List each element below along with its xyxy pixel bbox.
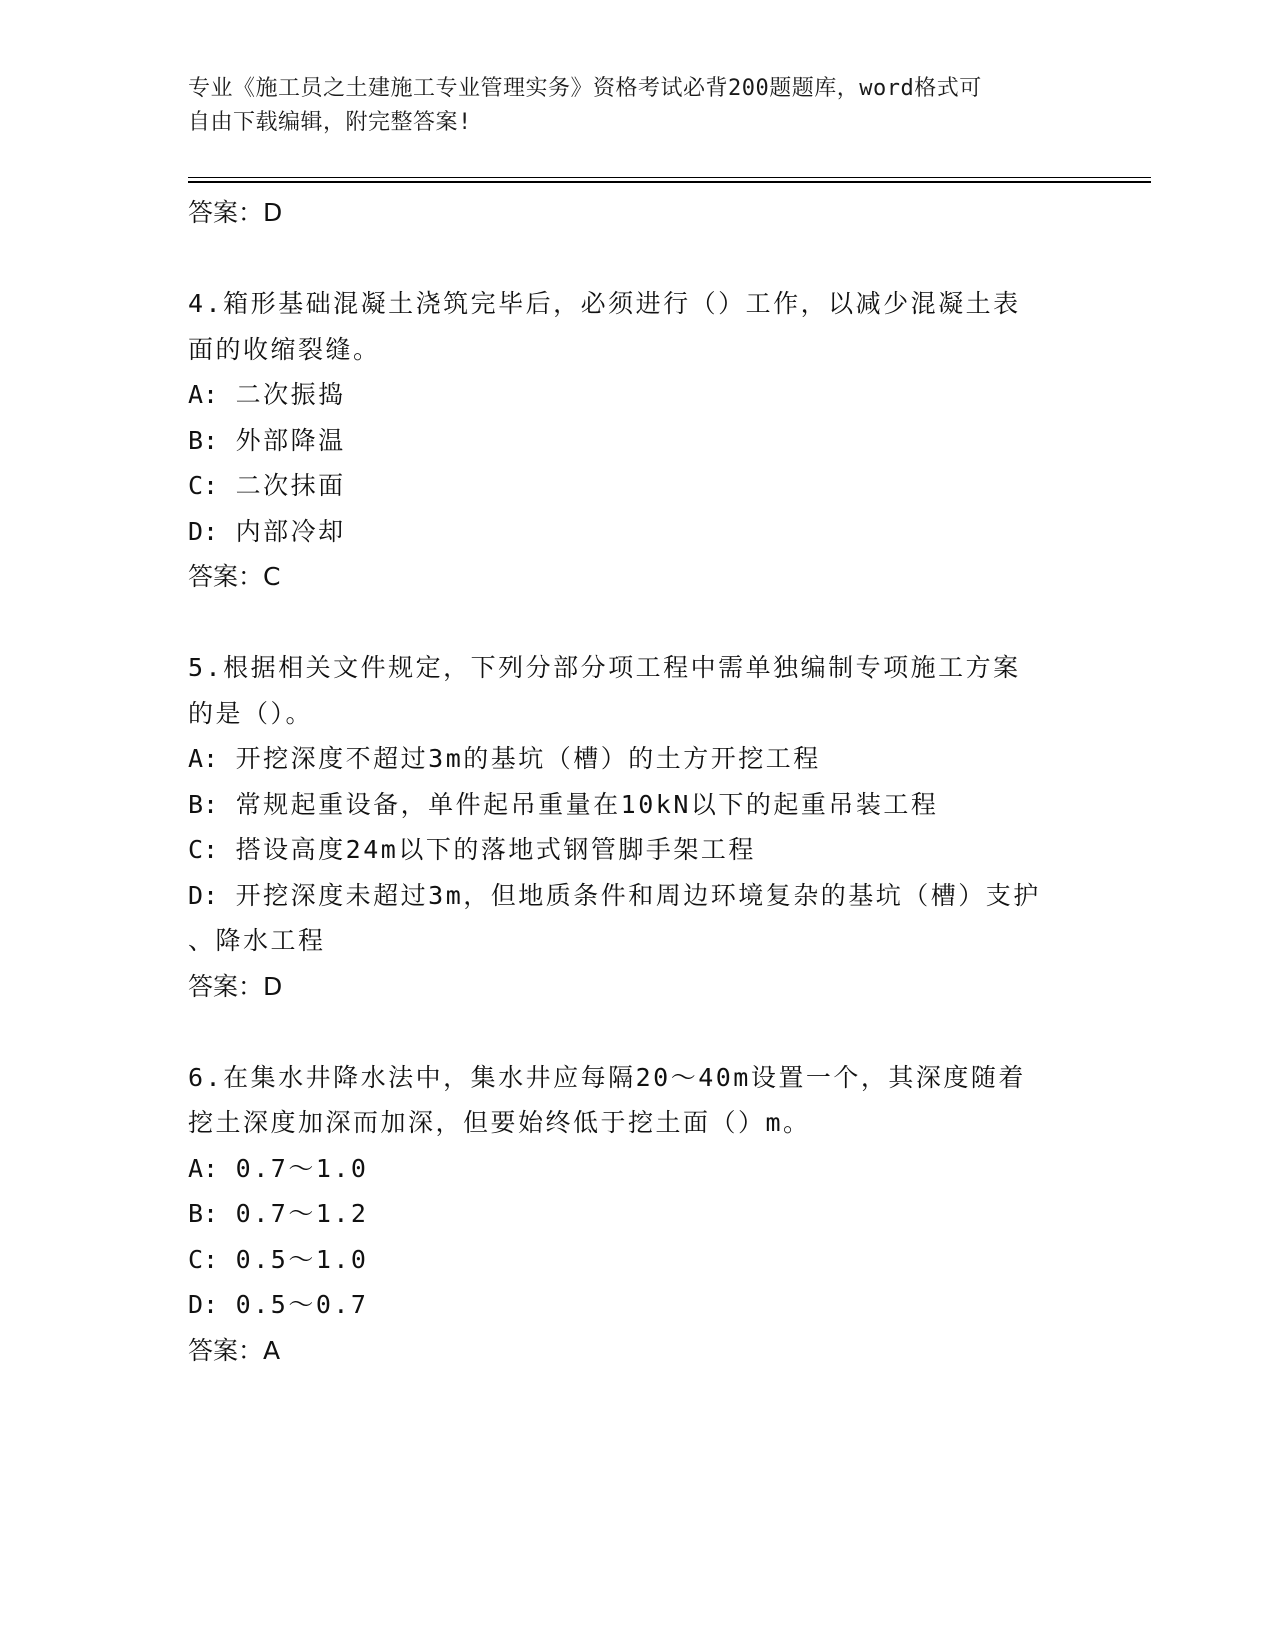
option-text: 开挖深度未超过3m，但地质条件和周边环境复杂的基坑（槽）支护 xyxy=(235,880,1041,910)
header-divider-thick xyxy=(188,181,1151,183)
option-text: 外部降温 xyxy=(235,425,346,455)
document-header xyxy=(188,72,1088,140)
option-text: 0.5～1.0 xyxy=(235,1244,369,1274)
option-text: 内部冷却 xyxy=(235,516,346,546)
option-b xyxy=(188,418,1088,464)
option-text: 二次抹面 xyxy=(235,471,346,500)
option-key: C: xyxy=(188,471,219,500)
option-text: 二次振捣 xyxy=(235,380,346,409)
option-key: B: xyxy=(188,789,219,819)
option-d xyxy=(188,873,1088,919)
option-key: B: xyxy=(188,1199,219,1228)
option-text: 开挖深度不超过3m的基坑（槽）的土方开挖工程 xyxy=(235,744,821,773)
option-a xyxy=(188,1146,1088,1192)
question-text-line: 挖土深度加深而加深，但要始终低于挖土面（）m。 xyxy=(188,1108,811,1137)
option-b xyxy=(188,782,1088,828)
answer-line xyxy=(188,190,1088,236)
option-text: 0.7～1.0 xyxy=(235,1153,369,1183)
spacer xyxy=(188,600,1088,645)
answer-value: C xyxy=(263,562,281,591)
option-c xyxy=(188,827,1088,873)
option-key: D: xyxy=(188,880,219,910)
option-b xyxy=(188,1191,1088,1237)
spacer xyxy=(188,1010,1088,1055)
option-text: 0.7～1.2 xyxy=(235,1199,369,1228)
answer-value: A xyxy=(263,1335,281,1365)
question-text-line: 的是（）。 xyxy=(188,698,314,728)
option-c xyxy=(188,463,1088,509)
option-d-continuation: 、降水工程 xyxy=(188,926,326,955)
question-6 xyxy=(188,1055,1088,1374)
answer-value: D xyxy=(263,198,283,227)
answer-line xyxy=(188,964,1088,1010)
answer-label: 答案： xyxy=(188,1335,264,1365)
answer-line xyxy=(188,554,1088,600)
answer-label: 答案： xyxy=(188,971,264,1001)
option-text: 0.5～0.7 xyxy=(235,1290,369,1319)
question-text-line: 4.箱形基础混凝土浇筑完毕后，必须进行（）工作，以减少混凝土表 xyxy=(188,289,1021,318)
option-key: A: xyxy=(188,1153,219,1183)
header-line-1: 专业《施工员之土建施工专业管理实务》资格考试必背200题题库，word格式可 xyxy=(188,76,982,101)
option-key: B: xyxy=(188,425,219,455)
question-text-line: 5.根据相关文件规定，下列分部分项工程中需单独编制专项施工方案 xyxy=(188,653,1021,682)
spacer xyxy=(188,236,1088,281)
option-a xyxy=(188,736,1088,782)
option-text: 搭设高度24m以下的落地式钢管脚手架工程 xyxy=(235,835,756,864)
option-c xyxy=(188,1237,1088,1283)
question-list xyxy=(188,190,1088,1374)
option-key: C: xyxy=(188,1244,219,1274)
option-d xyxy=(188,509,1088,555)
answer-label: 答案： xyxy=(188,562,264,591)
answer-value: D xyxy=(263,971,283,1001)
option-key: D: xyxy=(188,516,219,546)
question-4 xyxy=(188,281,1088,600)
answer-line xyxy=(188,1328,1088,1374)
option-key: D: xyxy=(188,1290,219,1319)
option-a xyxy=(188,372,1088,418)
option-key: A: xyxy=(188,744,219,773)
question-text-line: 面的收缩裂缝。 xyxy=(188,334,381,364)
header-divider xyxy=(188,177,1151,178)
option-d xyxy=(188,1282,1088,1328)
question-text-line: 6.在集水井降水法中，集水井应每隔20～40m设置一个，其深度随着 xyxy=(188,1062,1026,1092)
question-5 xyxy=(188,645,1088,1010)
header-line-2: 自由下载编辑，附完整答案! xyxy=(188,110,472,135)
option-text: 常规起重设备，单件起吊重量在10kN以下的起重吊装工程 xyxy=(235,789,939,819)
option-key: A: xyxy=(188,380,219,409)
option-key: C: xyxy=(188,835,219,864)
answer-label: 答案： xyxy=(188,198,264,227)
